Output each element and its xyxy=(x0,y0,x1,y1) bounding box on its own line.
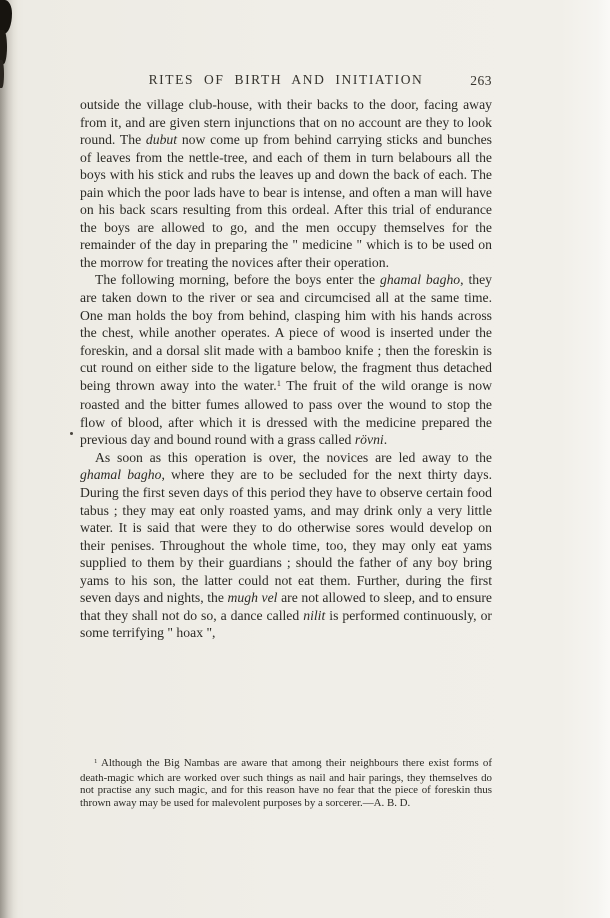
italic-term: nilit xyxy=(303,607,326,623)
italic-term: mugh vel xyxy=(227,590,278,606)
page-number: 263 xyxy=(470,73,492,88)
footnote-reference: 1 xyxy=(276,377,281,388)
text-run: is performed continuously, or some terrifying " hoax ", xyxy=(80,607,492,641)
text-run: now come up from behind carrying sticks and bunches of leaves from the nettle-tree, and each of them in turn belabours all the boys with his stick and rubs the leaves up and down the back of each. The pain which the poor lads have to bear is intense, and often a man will have on his back scars resulting from this ordeal. After this trial of endurance the boys are allowed to go, and the men occupy themselves for the remainder of the day in preparing the " medicine " which is to be used on the morrow for treating the novices after their operation. xyxy=(80,132,492,270)
text-run: The following morning, before the boys enter the xyxy=(95,272,380,288)
text-run: Although the Big Nambas are aware that among their neighbours there exist forms of death-magic which are worked over such things as nail and hair parings, they themselves do not practise any such magic, and for this reason have no fear that the piece of foreskin thus thrown away may be used for malevolent purposes by a sorcerer.—A. B. D. xyxy=(80,757,492,810)
scan-smudge-top-left-2 xyxy=(0,30,7,64)
page-body xyxy=(80,96,492,642)
text-run: , where they are to be secluded for the next thirty days. During the first seven days of this period they have to observe certain food tabus ; they may eat only roasted yams, and may drink only a very little water. It is said that were they to do otherwise sores would develop on their penises. Throughout the whole time, too, they may only eat yams supplied to them by their guardians ; should the father of any boy bring yams to his son, the latter could not eat them. Further, during the first seven days and nights, the xyxy=(80,467,493,606)
scan-smudge-top-left-3 xyxy=(0,60,4,88)
text-run: . xyxy=(383,432,388,448)
paragraph xyxy=(80,449,492,642)
footnote xyxy=(80,757,492,810)
ink-speck xyxy=(70,432,73,435)
italic-term: rövni xyxy=(354,432,384,448)
text-run: The fruit of the wild orange is now roasted and the bitter fumes allowed to pass over the wound to stop the flow of blood, after which it is dressed with the medicine prepared the previous day and bound round with a grass called xyxy=(80,377,492,448)
italic-term: ghamal bagho xyxy=(379,272,461,288)
text-run: , they are taken down to the river or sea and circumcised all at the same time. One man holds the boy from behind, clasping him with his hands across the chest, while another operates. A piece of wood is inserted under the foreskin, and a dorsal slit made with a bamboo knife ; then the foreskin is cut round on either side to the ligature below, the fragment thus detached being thrown away into the water. xyxy=(80,272,493,393)
left-edge-shadow xyxy=(0,0,18,918)
italic-term: ghamal bagho xyxy=(80,467,162,483)
paragraph xyxy=(80,271,492,448)
running-title: RITES OF BIRTH AND INITIATION xyxy=(148,72,424,87)
footnote-reference: 1 xyxy=(94,757,98,765)
right-edge-highlight xyxy=(598,0,610,918)
text-run: are not allowed to sleep, and to ensure that they shall not do so, a dance called xyxy=(80,590,492,623)
paragraph xyxy=(80,96,492,271)
page-header xyxy=(80,72,492,90)
text-run: outside the village club-house, with their backs to the door, facing away from it, and are given stern injunctions that on no account are they to look round. The xyxy=(80,97,492,148)
text-run: As soon as this operation is over, the novices are led away to the xyxy=(95,449,492,465)
italic-term: dubut xyxy=(145,132,178,148)
